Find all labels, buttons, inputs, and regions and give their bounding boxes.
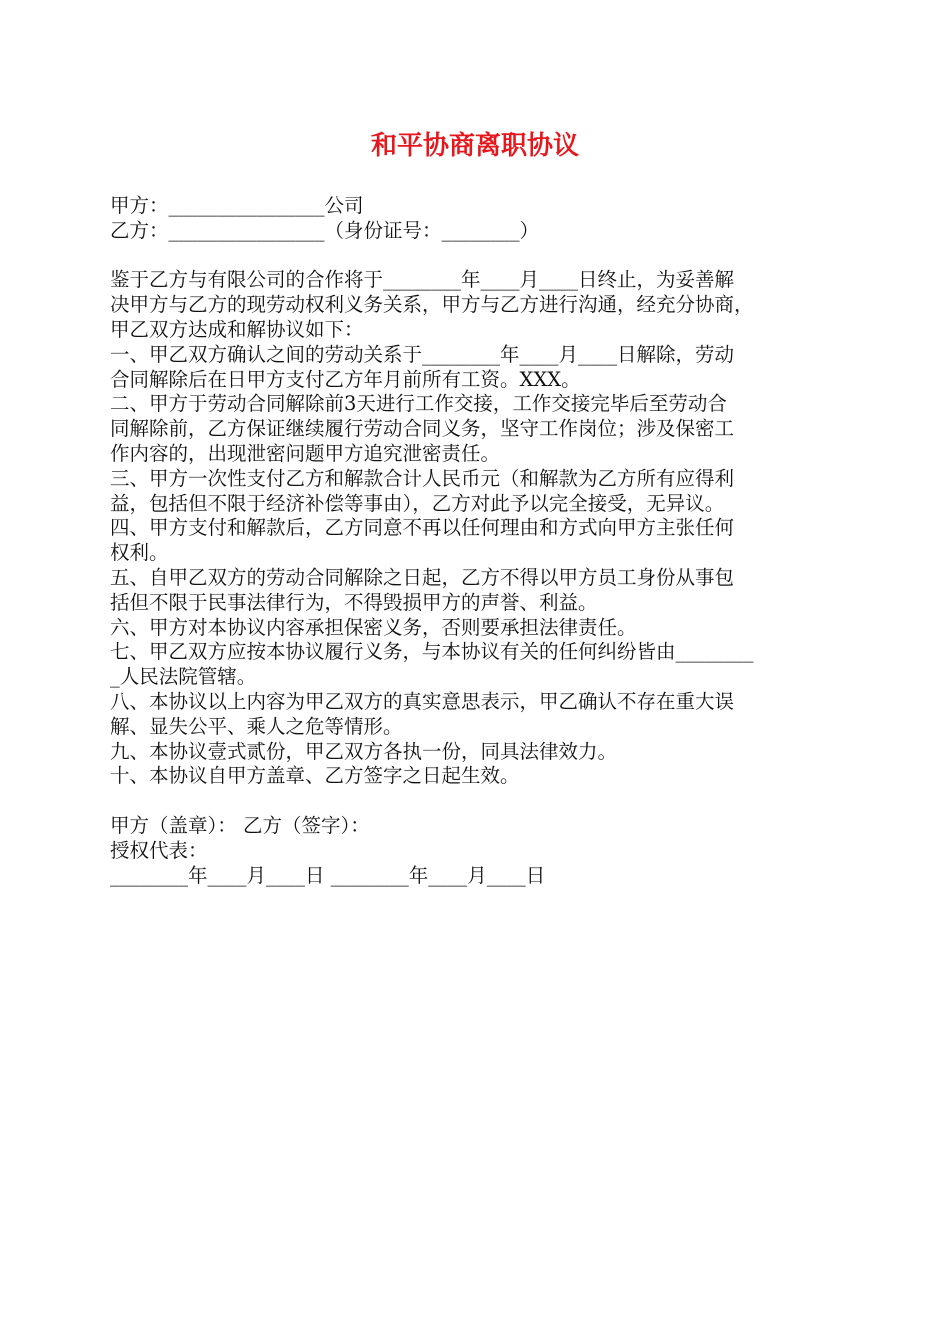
clause-line: 十、本协议自甲方盖章、乙方签字之日起生效。 [110,764,520,788]
document-body [110,194,850,888]
preamble-line: 决甲方与乙方的现劳动权利义务关系，甲方与乙方进行沟通，经充分协商， [110,293,754,317]
clause-line: 作内容的，出现泄密问题甲方追究泄密责任。 [110,441,501,465]
clause-line: 八、本协议以上内容为甲乙双方的真实意思表示，甲乙确认不存在重大误 [110,689,735,713]
clause-1 [110,343,850,393]
clause-line: 七、甲乙双方应按本协议履行义务，与本协议有关的任何纠纷皆由________ [110,640,754,664]
clause-4 [110,516,850,566]
clause-line: 权利。 [110,541,169,565]
clause-line: 同解除前，乙方保证继续履行劳动合同义务，坚守工作岗位；涉及保密工 [110,417,735,441]
clause-6 [110,616,850,641]
signature-parties-line: 甲方（盖章）： 乙方（签字）： [110,813,370,837]
clause-8 [110,690,850,740]
clause-line: 九、本协议壹式贰份，甲乙双方各执一份，同具法律效力。 [110,739,618,763]
authorized-rep-line: 授权代表： [110,838,208,862]
clause-7 [110,640,850,690]
clause-line: 一、甲乙双方确认之间的劳动关系于________年____月____日解除，劳动 [110,342,735,366]
clause-line: 括但不限于民事法律行为，不得毁损甲方的声誉、利益。 [110,590,598,614]
clause-10 [110,764,850,789]
clause-line: 三、甲方一次性支付乙方和解款合计人民币元（和解款为乙方所有应得利 [110,466,735,490]
clause-line: 六、甲方对本协议内容承担保密义务，否则要承担法律责任。 [110,615,637,639]
party-b-line: 乙方：________________（身份证号：________） [110,218,540,242]
clause-line: 五、自甲乙双方的劳动合同解除之日起，乙方不得以甲方员工身份从事包 [110,565,735,589]
clause-line: 益，包括但不限于经济补偿等事由），乙方对此予以完全接受，无异议。 [110,491,725,515]
document-title: 和平协商离职协议 [370,131,579,161]
spacer [110,789,850,814]
clause-line: _人民法院管辖。 [110,665,257,689]
clause-2 [110,392,850,466]
preamble-line: 甲乙双方达成和解协议如下： [110,317,364,341]
clause-line: 二、甲方于劳动合同解除前3天进行工作交接，工作交接完毕后至劳动合 [110,392,727,416]
party-a-line: 甲方：________________公司 [110,194,364,217]
signature-date-line: ________年____月____日 ________年____月____日 [110,863,546,887]
clause-line: 合同解除后在日甲方支付乙方年月前所有工资。XXX。 [110,367,581,391]
preamble-line: 鉴于乙方与有限公司的合作将于________年____月____日终止，为妥善解 [110,268,735,292]
clause-line: 四、甲方支付和解款后，乙方同意不再以任何理由和方式向甲方主张任何 [110,516,735,540]
clause-9 [110,740,850,765]
clause-5 [110,566,850,616]
spacer [110,244,850,269]
clause-line: 解、显失公平、乘人之危等情形。 [110,714,403,738]
clause-3 [110,467,850,517]
